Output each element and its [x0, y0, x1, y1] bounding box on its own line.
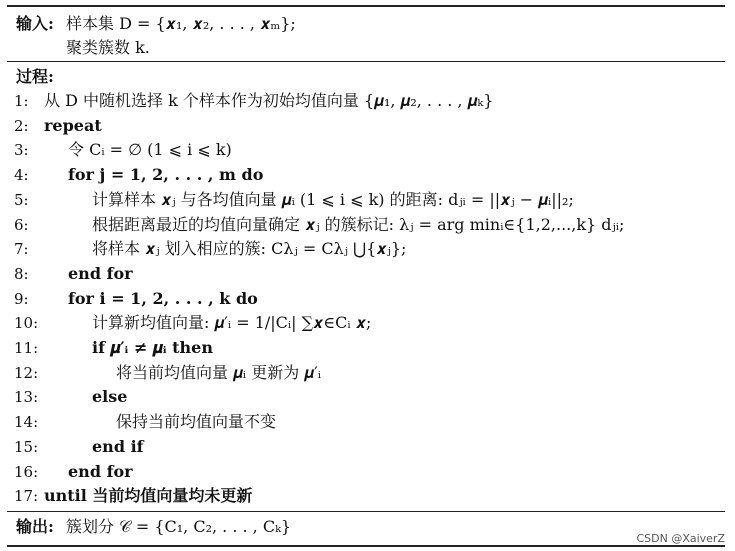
header-rule: [7, 61, 725, 62]
process-label: 过程:: [16, 67, 54, 86]
watermark: CSDN @XaiverZ: [636, 532, 725, 545]
step-text: 令 Cᵢ = ∅ (1 ⩽ i ⩽ k): [68, 140, 232, 160]
step-text: 将当前均值向量 𝝁ᵢ 更新为 𝝁′ᵢ: [116, 362, 321, 382]
step-number: 12:: [14, 363, 39, 382]
step-number: 1:: [14, 92, 29, 110]
output-text: 簇划分 𝒞 = {C₁, C₂, . . . , Cₖ}: [66, 517, 292, 536]
step-number: 5:: [14, 190, 29, 209]
step-text: for j = 1, 2, . . . , m do: [68, 165, 264, 185]
step-text: else: [92, 387, 128, 407]
step-number: 6:: [14, 215, 29, 234]
step-text: for i = 1, 2, . . . , k do: [68, 288, 258, 308]
input-k: 聚类簇数 k.: [66, 38, 150, 57]
step-number: 7:: [14, 240, 29, 259]
step-number: 9:: [14, 289, 29, 308]
input-dataset: 样本集 D = {𝒙₁, 𝒙₂, . . . , 𝒙ₘ};: [66, 14, 296, 33]
step-text: end for: [68, 461, 133, 481]
step-number: 13:: [14, 388, 39, 407]
step-text: 计算样本 𝒙ⱼ 与各均值向量 𝝁ᵢ (1 ⩽ i ⩽ k) 的距离: dⱼᵢ = ||𝒙ⱼ − 𝝁ᵢ||₂;: [92, 189, 574, 209]
step-text: end for: [68, 263, 133, 283]
step-number: 16:: [14, 462, 39, 481]
step-number: 2:: [14, 116, 29, 135]
step-number: 14:: [14, 413, 39, 432]
step-number: 15:: [14, 437, 39, 456]
step-number: 8:: [14, 264, 29, 283]
step-text: repeat: [44, 115, 102, 135]
step-text: if 𝝁′ᵢ ≠ 𝝁ᵢ then: [92, 338, 213, 357]
step-text: 将样本 𝒙ⱼ 划入相应的簇: Cλⱼ = Cλⱼ ⋃{𝒙ⱼ};: [92, 239, 407, 259]
step-number: 10:: [14, 314, 39, 333]
step-text: end if: [92, 436, 144, 456]
step-number: 3:: [14, 141, 29, 160]
step-number: 17:: [14, 487, 39, 506]
input-label: 输入:: [16, 14, 54, 33]
step-number: 11:: [14, 339, 39, 357]
output-label: 输出:: [16, 517, 54, 536]
step-text: 计算新均值向量: 𝝁′ᵢ = 1/|Cᵢ| ∑𝒙∈Cᵢ 𝒙;: [92, 313, 372, 333]
step-text: 保持当前均值向量不变: [116, 412, 277, 432]
step-text: 从 D 中随机选择 k 个样本作为初始均值向量 {𝝁₁, 𝝁₂, . . . , 𝝁ₖ}: [44, 91, 494, 110]
output-rule: [7, 511, 725, 512]
step-text: 根据距离最近的均值向量确定 𝒙ⱼ 的簇标记: λⱼ = arg minᵢ∈{1,2,...,k} dⱼᵢ;: [92, 214, 625, 234]
step-number: 4:: [14, 166, 29, 185]
step-text: until 当前均值向量均未更新: [44, 486, 253, 506]
bottom-rule: [7, 545, 725, 547]
top-rule: [7, 5, 725, 7]
